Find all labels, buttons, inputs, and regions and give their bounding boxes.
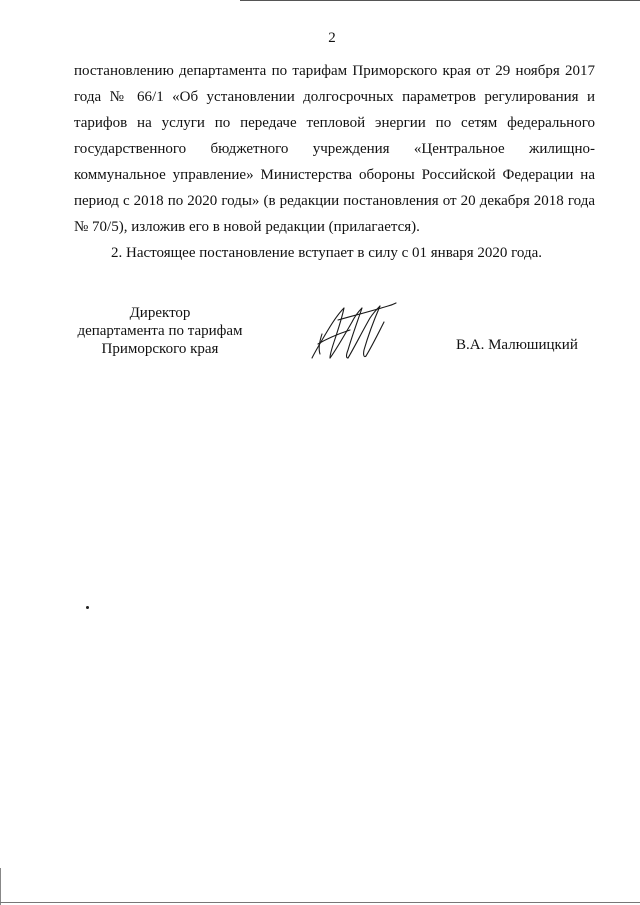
scan-edge-left (0, 868, 1, 905)
signatory-title (60, 304, 260, 358)
paragraph-continuation: постановлению департамента по тарифам Приморского края от 29 ноября 2017 года № 66/1 «Об установлении долгосрочных параметров регулирования и тарифов на услуги по передаче тепловой энергии по сетям федерального государственного бюджетного учреждения «Центральное жилищно-коммунальное управление» Министерства обороны Российской Федерации на период с 2018 по 2020 годы» (в редакции постановления от 20 декабря 2018 года № 70/5), изложив его в новой редакции (прилагается). (74, 63, 595, 235)
paragraph-effective-date: 2. Настоящее постановление вступает в силу с 01 января 2020 года. (111, 245, 543, 261)
signatory-title-line: Директор (129, 305, 191, 321)
scan-edge-bottom (0, 902, 640, 903)
scan-edge-top (240, 0, 640, 1)
signatory-name: В.А. Малюшицкий (456, 337, 578, 353)
scan-speck (86, 606, 89, 609)
signatory-title-line: Приморского края (101, 341, 219, 357)
handwritten-signature (308, 300, 398, 362)
signatory-title-line: департамента по тарифам (77, 323, 243, 339)
body-text (74, 58, 595, 266)
page-number: 2 (328, 30, 336, 46)
